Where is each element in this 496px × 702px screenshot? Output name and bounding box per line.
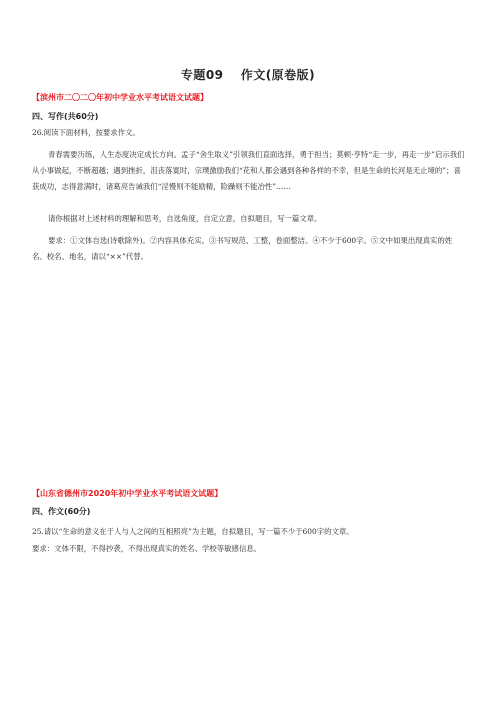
section-heading-writing: 四、写作(共60分)	[32, 112, 99, 121]
section-heading-composition: 四、作文(60分)	[32, 507, 91, 516]
page-title: 专题09 作文(原卷版)	[180, 68, 316, 82]
requirements-paragraph-2: 要求：文体不限，不得抄袭，不得出现真实的姓名、学校等敏感信息。	[32, 544, 262, 553]
instruction-paragraph: 请你根据对上述材料的理解和思考，自选角度，自定立意，自拟题目，写一篇文章。	[48, 214, 322, 223]
source-label-binzhou: 【滨州市二〇二〇年初中学业水平考试语文试题】	[32, 93, 208, 102]
question-26: 26.阅读下面材料，按要求作文。	[32, 128, 140, 137]
material-paragraph: 青春需要历练，人生态度决定成长方向。孟子“舍生取义”引领我们直面选择，勇于担当；莫顿·亨特“走一步，再走一步”启示我们从小事做起，不断超越；遇到挫折，沮丧落寞时，宗璞激励我们“花和人都会遇到各种各样的不幸，但是生命的长河是无止境的”；喜获成功，志得意满时，诸葛亮告诫我们“淫慢则不能励精，险躁则不能冶性”……	[32, 150, 465, 191]
source-label-dezhou: 【山东省德州市2020年初中学业水平考试语文试题】	[32, 489, 223, 498]
question-25: 25.请以“生命的意义在于人与人之间的互相照亮”为主题，自拟题目，写一篇不少于600字的文章。	[32, 527, 354, 536]
requirements-paragraph: 要求：①文体自选(诗歌除外)。②内容具体充实。③书写规范、工整，卷面整洁。④不少于600字。⑤文中如果出现真实的姓名、校名、地名，请以“××”代替。	[32, 236, 453, 261]
